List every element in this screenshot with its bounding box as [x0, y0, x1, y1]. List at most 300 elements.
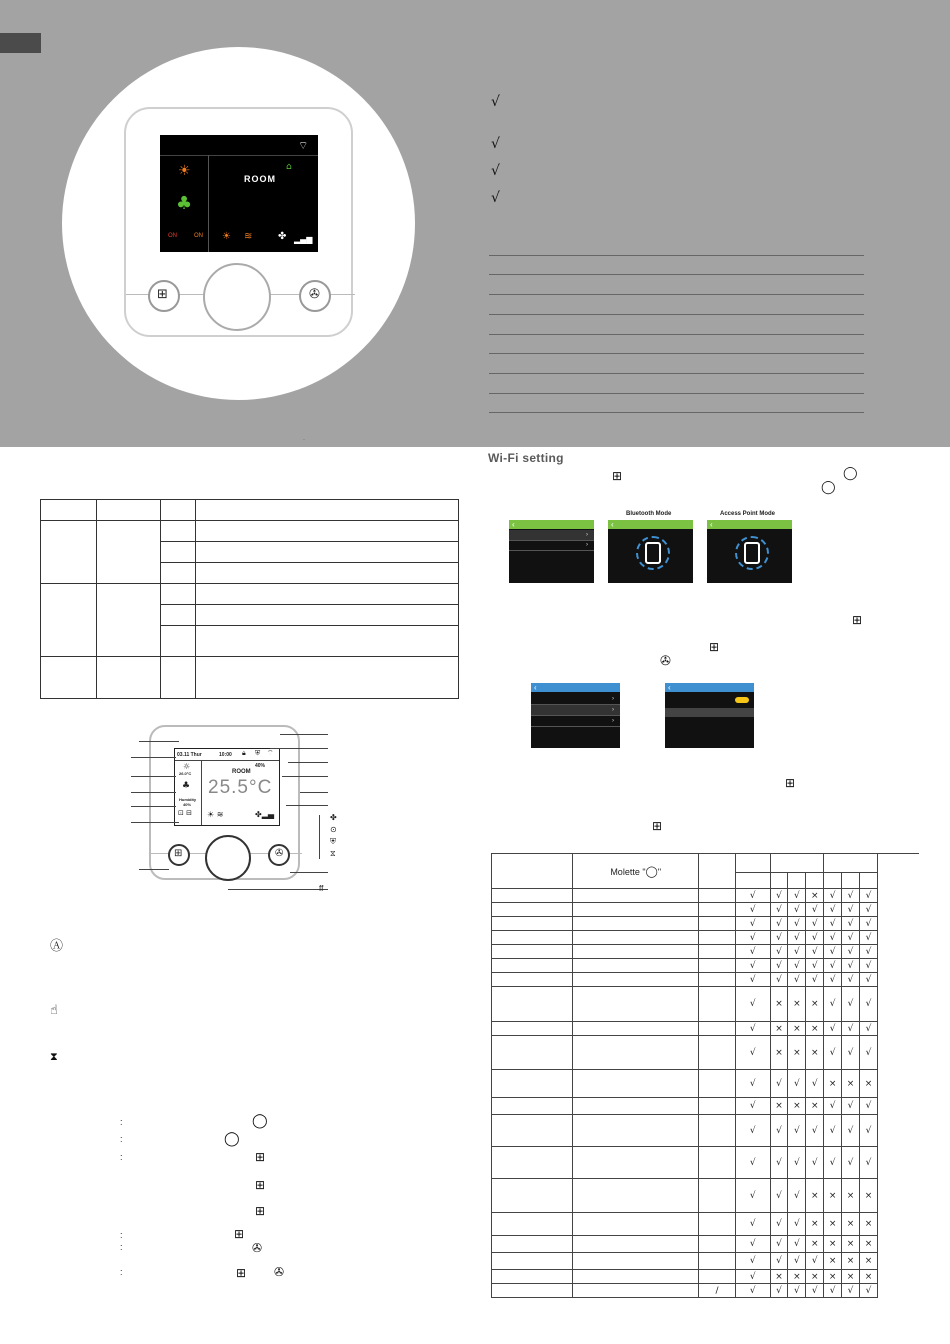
- diagram-mode-button[interactable]: [268, 844, 290, 866]
- bluetooth-mode-screen: ‹: [608, 520, 693, 583]
- diagram-date: 03.11 Thur: [177, 752, 202, 758]
- table-cell: √: [842, 1022, 860, 1036]
- check-icon: √: [491, 190, 500, 206]
- mode-icon: ✇: [309, 287, 320, 302]
- humidity-label: Humidity: [179, 797, 197, 802]
- thermostat-device: [124, 107, 353, 337]
- table-cell: √: [806, 917, 824, 931]
- table-cell: ×: [806, 1213, 824, 1236]
- sun-icon: ☼: [183, 762, 191, 771]
- table-cell: √: [770, 945, 788, 959]
- table-cell: [492, 1036, 573, 1070]
- table-cell: √: [860, 987, 878, 1022]
- table-cell: √: [735, 1284, 770, 1298]
- wifi-menu-screen: ‹ › ›: [509, 520, 594, 583]
- dial-icon: ◯: [843, 466, 858, 481]
- table-cell: [573, 1270, 699, 1284]
- table-cell: ×: [824, 1070, 842, 1098]
- grid-icon: ⊞: [709, 640, 720, 654]
- table-cell: [699, 973, 736, 987]
- table-cell: √: [770, 973, 788, 987]
- table-cell: ×: [770, 987, 788, 1022]
- table-cell: ×: [806, 1270, 824, 1284]
- table-cell: √: [788, 1213, 806, 1236]
- table-cell: √: [842, 1036, 860, 1070]
- table-cell: [573, 1236, 699, 1253]
- step-colon: :: [120, 1152, 123, 1162]
- table-cell: [492, 945, 573, 959]
- table-cell: [573, 917, 699, 931]
- table-cell: [573, 1098, 699, 1115]
- table-cell: √: [788, 1179, 806, 1213]
- table-cell: [699, 1022, 736, 1036]
- table-cell: √: [806, 973, 824, 987]
- table-cell: √: [788, 1147, 806, 1179]
- outdoor-value: 40%: [255, 763, 266, 769]
- table-cell: ×: [842, 1253, 860, 1270]
- table-cell: √: [842, 987, 860, 1022]
- table-cell: √: [735, 1253, 770, 1270]
- table-row: [492, 1270, 878, 1284]
- table-cell: √: [842, 1098, 860, 1115]
- table-cell: [573, 1213, 699, 1236]
- table-cell: √: [806, 1147, 824, 1179]
- table-cell: √: [770, 1115, 788, 1147]
- table-cell: ×: [842, 1179, 860, 1213]
- step-colon: :: [120, 1134, 123, 1144]
- table-row: [492, 973, 878, 987]
- table-cell: [573, 1284, 699, 1298]
- diagram-menu-button[interactable]: [168, 844, 190, 866]
- divider: [489, 255, 864, 256]
- table-cell: √: [860, 1115, 878, 1147]
- table-cell: [492, 1098, 573, 1115]
- table-cell: √: [788, 889, 806, 903]
- table-row: [492, 959, 878, 973]
- table-row: [492, 1070, 878, 1098]
- table-cell: ×: [770, 1270, 788, 1284]
- table-cell: [492, 917, 573, 931]
- diagram-time: 10:00: [219, 752, 232, 758]
- table-cell: √: [824, 1115, 842, 1147]
- table-cell: √: [788, 959, 806, 973]
- table-cell: √: [824, 1098, 842, 1115]
- table-cell: √: [735, 1236, 770, 1253]
- table-row: [492, 1284, 878, 1298]
- table-cell: √: [842, 917, 860, 931]
- table-cell: √: [824, 1147, 842, 1179]
- table-cell: [573, 959, 699, 973]
- table-cell: √: [806, 1284, 824, 1298]
- table-cell: √: [770, 1179, 788, 1213]
- ff-mark: ff: [319, 884, 324, 893]
- table-cell: ×: [788, 1022, 806, 1036]
- table-cell: √: [788, 1284, 806, 1298]
- diagram-screen: [174, 748, 280, 826]
- table-cell: √: [735, 1022, 770, 1036]
- table-row: [492, 987, 878, 1022]
- table-cell: [492, 1022, 573, 1036]
- table-row: [492, 1253, 878, 1270]
- table-cell: ×: [770, 1098, 788, 1115]
- wifi-icon: ⌔: [298, 139, 309, 152]
- auto-mode-icon: Ⓐ: [50, 939, 64, 954]
- table-row: [492, 945, 878, 959]
- table-cell: ×: [806, 889, 824, 903]
- status-on-2: ON: [194, 233, 203, 239]
- table-cell: [492, 1115, 573, 1147]
- table-cell: ×: [824, 1270, 842, 1284]
- header-molette: Molette ": [610, 866, 646, 877]
- step-colon: :: [120, 1230, 123, 1240]
- divider: [489, 294, 864, 295]
- table-cell: √: [806, 931, 824, 945]
- table-cell: √: [788, 973, 806, 987]
- table-row: [492, 1213, 878, 1236]
- heat-icon: ☀ ≋: [207, 810, 224, 819]
- table-cell: [573, 889, 699, 903]
- table-cell: √: [860, 1284, 878, 1298]
- table-cell: √: [770, 903, 788, 917]
- table-cell: √: [735, 1070, 770, 1098]
- table-cell: √: [806, 959, 824, 973]
- grid-icon: ⊞: [785, 776, 796, 790]
- table-cell: √: [788, 1115, 806, 1147]
- table-cell: √: [788, 945, 806, 959]
- table-cell: [492, 1213, 573, 1236]
- table-cell: √: [824, 903, 842, 917]
- humidity-value: 40%: [183, 802, 192, 807]
- table-cell: [573, 1022, 699, 1036]
- table-cell: √: [735, 1098, 770, 1115]
- table-cell: [492, 1284, 573, 1298]
- table-cell: √: [842, 959, 860, 973]
- table-cell: √: [806, 903, 824, 917]
- table-cell: [699, 889, 736, 903]
- table-cell: √: [842, 945, 860, 959]
- divider: [489, 274, 864, 275]
- table-cell: √: [735, 1179, 770, 1213]
- mode-icon: ✇: [252, 1241, 263, 1255]
- check-icon: √: [491, 163, 500, 179]
- table-row: [492, 1098, 878, 1115]
- table-row: [492, 1036, 878, 1070]
- access-point-mode-title: Access Point Mode: [720, 511, 776, 517]
- page-tab-marker: [0, 33, 41, 53]
- table-cell: √: [770, 959, 788, 973]
- table-cell: ×: [860, 1070, 878, 1098]
- table-row: [492, 1115, 878, 1147]
- diagram-room: ROOM: [232, 769, 251, 775]
- table-cell: [573, 931, 699, 945]
- grid-icon: ⊞: [255, 1150, 266, 1164]
- table-cell: √: [735, 931, 770, 945]
- table-cell: ×: [842, 1270, 860, 1284]
- table-cell: √: [735, 1115, 770, 1147]
- table-cell: [492, 1236, 573, 1253]
- toggle-switch[interactable]: [735, 697, 749, 703]
- table-cell: [573, 903, 699, 917]
- hourglass-icon: ⧗: [50, 1050, 58, 1063]
- heater-icon: ≋: [244, 231, 253, 242]
- table-cell: √: [735, 903, 770, 917]
- table-cell: [699, 945, 736, 959]
- window-icon: ⊡ ⊟: [178, 809, 192, 817]
- table-cell: √: [824, 945, 842, 959]
- table-cell: [573, 1115, 699, 1147]
- bluetooth-mode-title: Bluetooth Mode: [626, 511, 672, 517]
- table-cell: √: [824, 959, 842, 973]
- table-cell: ×: [806, 987, 824, 1022]
- table-cell: ×: [788, 987, 806, 1022]
- table-cell: ×: [788, 1098, 806, 1115]
- table-cell: √: [806, 1115, 824, 1147]
- grid-icon: ⊞: [255, 1178, 266, 1192]
- table-cell: ×: [806, 1036, 824, 1070]
- table-cell: √: [788, 1253, 806, 1270]
- table-cell: ×: [806, 1022, 824, 1036]
- table-cell: [573, 973, 699, 987]
- divider: [489, 412, 864, 413]
- table-cell: ×: [842, 1070, 860, 1098]
- mode-icon: ✇: [274, 1265, 285, 1279]
- table-cell: [573, 945, 699, 959]
- table-cell: √: [788, 917, 806, 931]
- grid-icon: ⊞: [236, 1266, 247, 1280]
- lock-icon: 🔒︎: [242, 749, 246, 757]
- mode-icon: ✇: [660, 654, 671, 669]
- table-cell: √: [735, 973, 770, 987]
- table-cell: [573, 1036, 699, 1070]
- legend-icons: ✤ ⊙ ⛨ ⧖: [330, 813, 337, 858]
- dial-icon: ◯: [821, 480, 836, 495]
- table-cell: ×: [842, 1236, 860, 1253]
- diagram-temp-small: 26.0°C: [179, 771, 192, 776]
- table-row: [492, 1236, 878, 1253]
- table-cell: √: [770, 917, 788, 931]
- table-cell: √: [842, 903, 860, 917]
- table-cell: √: [842, 973, 860, 987]
- status-on-1: ON: [168, 233, 177, 239]
- mode-button[interactable]: [299, 280, 331, 312]
- table-cell: √: [860, 1022, 878, 1036]
- manual-hand-icon: ☝: [50, 1003, 58, 1018]
- divider: [489, 373, 864, 374]
- table-cell: √: [842, 889, 860, 903]
- mode-icon: ✇: [275, 848, 284, 859]
- check-icon: √: [491, 94, 500, 110]
- table-cell: √: [735, 987, 770, 1022]
- table-cell: [699, 1147, 736, 1179]
- table-cell: √: [824, 973, 842, 987]
- table-cell: [699, 1098, 736, 1115]
- dial-icon: ◯: [224, 1131, 240, 1147]
- dial-knob[interactable]: [203, 263, 271, 331]
- check-icon: √: [491, 136, 500, 152]
- table-cell: √: [770, 1213, 788, 1236]
- table-row: [492, 889, 878, 903]
- table-cell: √: [788, 903, 806, 917]
- table-cell: √: [788, 1070, 806, 1098]
- table-cell: √: [770, 1236, 788, 1253]
- table-cell: [699, 959, 736, 973]
- divider: [489, 393, 864, 394]
- table-cell: ×: [788, 1036, 806, 1070]
- table-cell: √: [860, 1147, 878, 1179]
- table-cell: [699, 1253, 736, 1270]
- room-label: ROOM: [244, 174, 276, 184]
- sun-icon: ☀: [178, 163, 191, 179]
- table-cell: √: [860, 889, 878, 903]
- table-cell: √: [770, 931, 788, 945]
- table-cell: [699, 987, 736, 1022]
- table-cell: ×: [824, 1236, 842, 1253]
- table-cell: √: [824, 987, 842, 1022]
- table-cell: ×: [860, 1253, 878, 1270]
- shield-icon: ⛨: [255, 749, 261, 757]
- table-cell: √: [770, 1147, 788, 1179]
- table-cell: [492, 973, 573, 987]
- table-row: [492, 903, 878, 917]
- table-cell: ×: [860, 1270, 878, 1284]
- table-cell: √: [735, 1213, 770, 1236]
- table-cell: √: [860, 917, 878, 931]
- table-cell: √: [824, 889, 842, 903]
- table-cell: [573, 1179, 699, 1213]
- table-cell: √: [735, 945, 770, 959]
- table-cell: √: [860, 959, 878, 973]
- table-cell: √: [860, 973, 878, 987]
- settings-menu-screen: ‹ › › ›: [531, 683, 620, 748]
- step-colon: :: [120, 1242, 123, 1252]
- grid-icon: ⊞: [174, 848, 183, 859]
- table-cell: √: [806, 1070, 824, 1098]
- table-cell: ×: [806, 1098, 824, 1115]
- wifi-icon: ⌔: [267, 749, 274, 757]
- table-row: [492, 1147, 878, 1179]
- table-cell: [492, 987, 573, 1022]
- table-cell: √: [770, 1253, 788, 1270]
- table-cell: ×: [860, 1179, 878, 1213]
- table-cell: [573, 1147, 699, 1179]
- table-cell: [492, 889, 573, 903]
- table-cell: √: [735, 1270, 770, 1284]
- table-cell: [699, 1213, 736, 1236]
- divider: [489, 334, 864, 335]
- table-cell: √: [842, 1147, 860, 1179]
- table-cell: [492, 1270, 573, 1284]
- thermostat-screen: [160, 135, 318, 252]
- table-cell: [492, 1179, 573, 1213]
- table-cell: √: [842, 931, 860, 945]
- table-cell: [699, 1070, 736, 1098]
- table-cell: √: [824, 917, 842, 931]
- table-cell: ×: [824, 1213, 842, 1236]
- table-cell: ×: [842, 1213, 860, 1236]
- table-cell: [492, 903, 573, 917]
- table-cell: [699, 1236, 736, 1253]
- compatibility-table: Molette "◯" √ √ √ × √ √ √ √ √ √ √ √ √ √ √ √ √ √ √ √ √ √ √ √ √ √ √ √ √ √ √ √ √ √ √ √ √ √ √ √ √ √ √ √ √ √ √ √ √ √ × × × √ √ √ √ × × × √ √ √ √ × × × √ √ √ √ √ √ √ × × × √ × × × √ √ √ √ √ √ √ √ √ √ √ √ √ √ √ √ √ √ √ √ × × × × √ √ √ × × × × √ √ √ × × × × √ √ √ √ × × × √ × × × × × × / √ √ √ √ √ √ √: [491, 853, 878, 1298]
- table-cell: ×: [824, 1179, 842, 1213]
- heat-sun-icon: ☀: [222, 231, 231, 242]
- table-cell: [699, 1036, 736, 1070]
- table-cell: [573, 1253, 699, 1270]
- diagram-temp: 25.5°C: [208, 777, 273, 798]
- table-cell: √: [735, 889, 770, 903]
- step-colon: :: [120, 1267, 123, 1277]
- grid-icon: ⊞: [612, 469, 623, 483]
- grid-icon: ⊞: [255, 1204, 266, 1218]
- diagram-dial[interactable]: [205, 835, 251, 881]
- step-colon: :: [120, 1117, 123, 1127]
- divider: [489, 353, 864, 354]
- table-cell: √: [735, 1036, 770, 1070]
- table-cell: [573, 1070, 699, 1098]
- table-cell: √: [735, 959, 770, 973]
- table-cell: √: [860, 945, 878, 959]
- plant-icon: ♣: [182, 781, 191, 791]
- dial-icon: ◯: [252, 1113, 268, 1129]
- table-cell: [699, 931, 736, 945]
- grid-icon: ⊞: [157, 287, 168, 302]
- table-cell: [492, 931, 573, 945]
- menu-button[interactable]: [148, 280, 180, 312]
- table-cell: √: [824, 931, 842, 945]
- table-cell: √: [860, 1036, 878, 1070]
- table-cell: [699, 1179, 736, 1213]
- table-cell: √: [770, 1284, 788, 1298]
- table-cell: √: [806, 1253, 824, 1270]
- dial-icon: ◯: [645, 864, 658, 878]
- table-cell: √: [770, 1070, 788, 1098]
- table-cell: √: [860, 1098, 878, 1115]
- fan-speed-icon: ▂▄▆: [294, 235, 313, 244]
- table-cell: [492, 959, 573, 973]
- table-cell: √: [860, 931, 878, 945]
- grid-icon: ⊞: [652, 819, 663, 833]
- fan-icon: ✤: [278, 231, 287, 242]
- table-cell: [699, 1270, 736, 1284]
- table-cell: √: [842, 1115, 860, 1147]
- table-cell: √: [788, 931, 806, 945]
- table-cell: ×: [806, 1236, 824, 1253]
- table-row: [492, 917, 878, 931]
- table-cell: [699, 903, 736, 917]
- table-cell: [492, 1253, 573, 1270]
- toggle-setting-screen: ‹: [665, 683, 754, 748]
- table-cell: [699, 917, 736, 931]
- grid-icon: ⊞: [852, 613, 863, 627]
- table-cell: √: [860, 903, 878, 917]
- table-cell: ×: [860, 1213, 878, 1236]
- table-cell: ×: [860, 1236, 878, 1253]
- table-cell: [492, 1070, 573, 1098]
- table-cell: ×: [770, 1022, 788, 1036]
- table-cell: ×: [788, 1270, 806, 1284]
- table-cell: ×: [824, 1253, 842, 1270]
- table-cell: √: [770, 889, 788, 903]
- spec-table: [40, 499, 459, 699]
- table-cell: [492, 1147, 573, 1179]
- access-point-mode-screen: ‹: [707, 520, 792, 583]
- table-row: [492, 1022, 878, 1036]
- divider: [489, 314, 864, 315]
- table-cell: [699, 1115, 736, 1147]
- table-cell: √: [806, 945, 824, 959]
- fan-icon: ✤▂▄: [255, 810, 275, 819]
- table-cell: ×: [806, 1179, 824, 1213]
- table-cell: ×: [770, 1036, 788, 1070]
